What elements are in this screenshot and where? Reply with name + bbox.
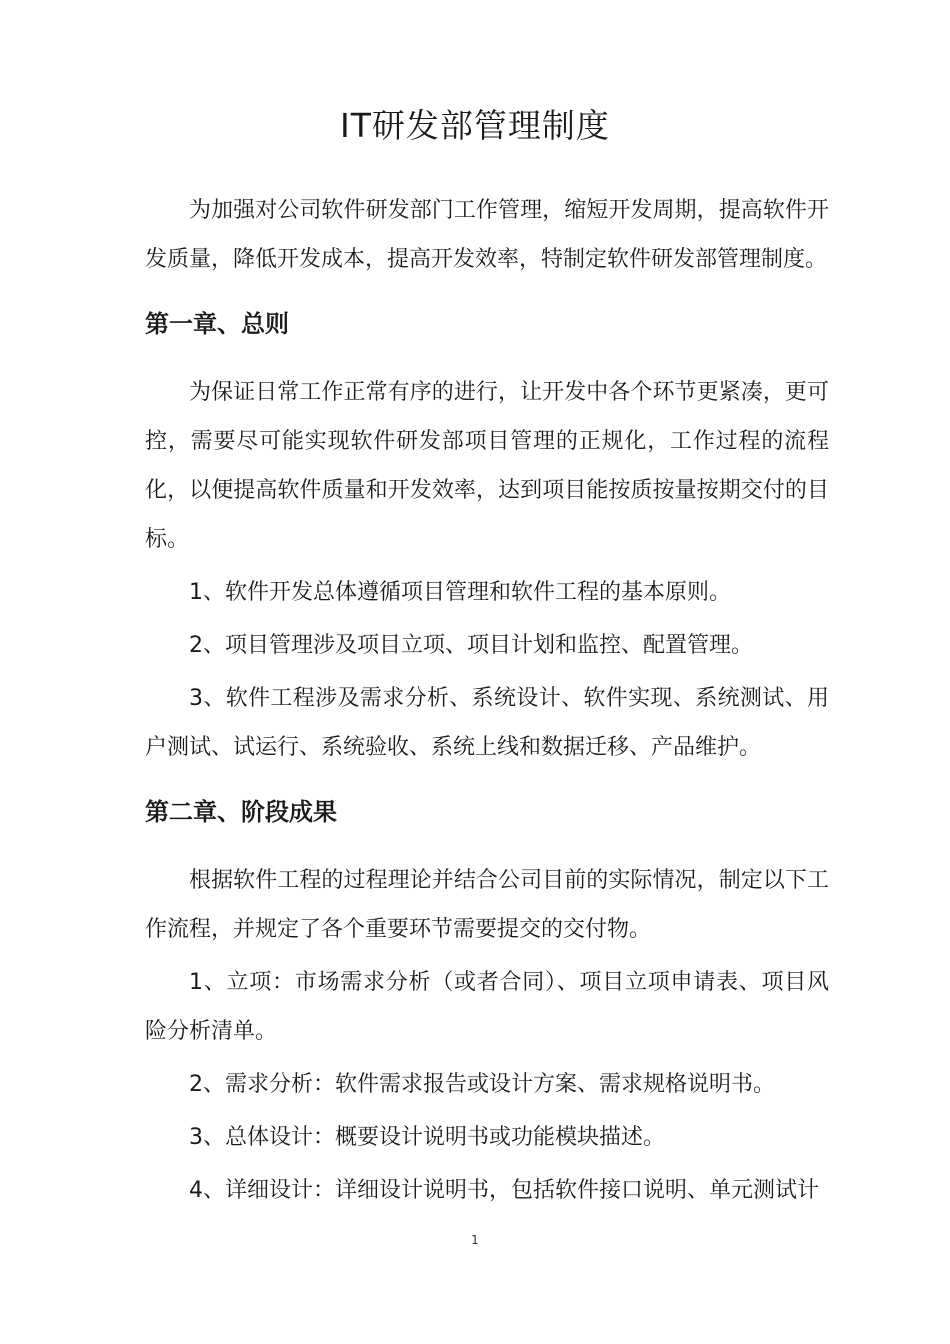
chapter-1-item-1: 1、软件开发总体遵循项目管理和软件工程的基本原则。 <box>189 580 731 605</box>
intro-paragraph: 为加强对公司软件研发部门工作管理，缩短开发周期，提高软件开发质量，降低开发成本，提高开发效率，特制定软件研发部管理制度。 <box>145 198 829 272</box>
chapter-2-item-2: 2、需求分析：软件需求报告或设计方案、需求规格说明书。 <box>189 1072 775 1097</box>
chapter-1-item-2: 2、项目管理涉及项目立项、项目计划和监控、配置管理。 <box>189 633 753 658</box>
chapter-2-heading: 第二章、阶段成果 <box>145 798 337 826</box>
chapter-1-paragraph: 为保证日常工作正常有序的进行，让开发中各个环节更紧凑，更可控，需要尽可能实现软件研发部项目管理的正规化，工作过程的流程化，以便提高软件质量和开发效率，达到项目能按质按量按期交付的目标。 <box>145 380 829 552</box>
chapter-1-item-3: 3、软件工程涉及需求分析、系统设计、软件实现、系统测试、用户测试、试运行、系统验收、系统上线和数据迁移、产品维护。 <box>145 686 829 760</box>
chapter-2-item-3: 3、总体设计：概要设计说明书或功能模块描述。 <box>189 1125 665 1150</box>
chapter-2-paragraph: 根据软件工程的过程理论并结合公司目前的实际情况，制定以下工作流程，并规定了各个重要环节需要提交的交付物。 <box>145 868 829 942</box>
page-number: 1 <box>471 1233 479 1247</box>
chapter-2-item-1: 1、立项：市场需求分析（或者合同）、项目立项申请表、项目风险分析清单。 <box>145 970 829 1044</box>
chapter-1-heading: 第一章、总则 <box>145 310 289 338</box>
document-body <box>145 186 829 1219</box>
document-title: IT研发部管理制度 <box>340 106 610 145</box>
chapter-2-item-4: 4、详细设计：详细设计说明书，包括软件接口说明、单元测试计 <box>189 1178 819 1203</box>
